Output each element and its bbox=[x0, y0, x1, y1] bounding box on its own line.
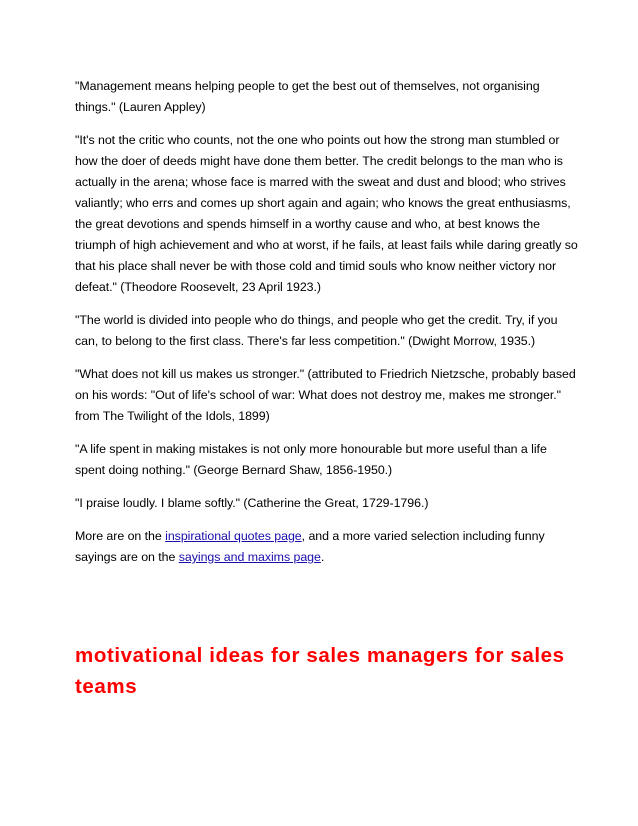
quote-appley: "Management means helping people to get the best out of themselves, not organising things." (Lauren Appley) bbox=[75, 79, 540, 114]
quote-catherine: "I praise loudly. I blame softly." (Catherine the Great, 1729-1796.) bbox=[75, 496, 429, 510]
more-quotes-paragraph bbox=[75, 526, 578, 568]
quote-morrow: "The world is divided into people who do things, and people who get the credit. Try, if you can, to belong to the first class. There's far less competition." (Dwight Morrow, 1935.) bbox=[75, 313, 558, 348]
quote-roosevelt: "It's not the critic who counts, not the one who points out how the strong man stumbled or how the doer of deeds might have done them better. The credit belongs to the man who is actually in the arena; whose face is marred with the sweat and dust and blood; who strives valiantly; who errs and comes up short again and again; who knows the great enthusiasms, the great devotions and spends himself in a worthy cause and who, at best knows the triumph of high achievement and who at worst, if he fails, at least fails while daring greatly so that his place shall never be with those cold and timid souls who know neither victory nor defeat." (Theodore Roosevelt, 23 April 1923.) bbox=[75, 133, 578, 294]
inspirational-quotes-link[interactable]: inspirational quotes page bbox=[165, 529, 302, 543]
more-text-middle: , and a more varied selection including funny sayings are on the bbox=[75, 529, 545, 564]
section-heading: motivational ideas for sales managers for sales teams bbox=[75, 644, 565, 698]
sayings-maxims-link[interactable]: sayings and maxims page bbox=[178, 550, 321, 564]
more-text-after: . bbox=[320, 550, 325, 564]
more-text-before: More are on the bbox=[75, 529, 166, 543]
quote-nietzsche: "What does not kill us makes us stronger." (attributed to Friedrich Nietzsche, probably based on his words: "Out of life's school of war: What does not destroy me, makes me stronger." from The Twilight of the Idols, 1899) bbox=[75, 367, 576, 423]
quote-shaw: "A life spent in making mistakes is not only more honourable but more useful than a life spent doing nothing." (George Bernard Shaw, 1856-1950.) bbox=[75, 442, 547, 477]
